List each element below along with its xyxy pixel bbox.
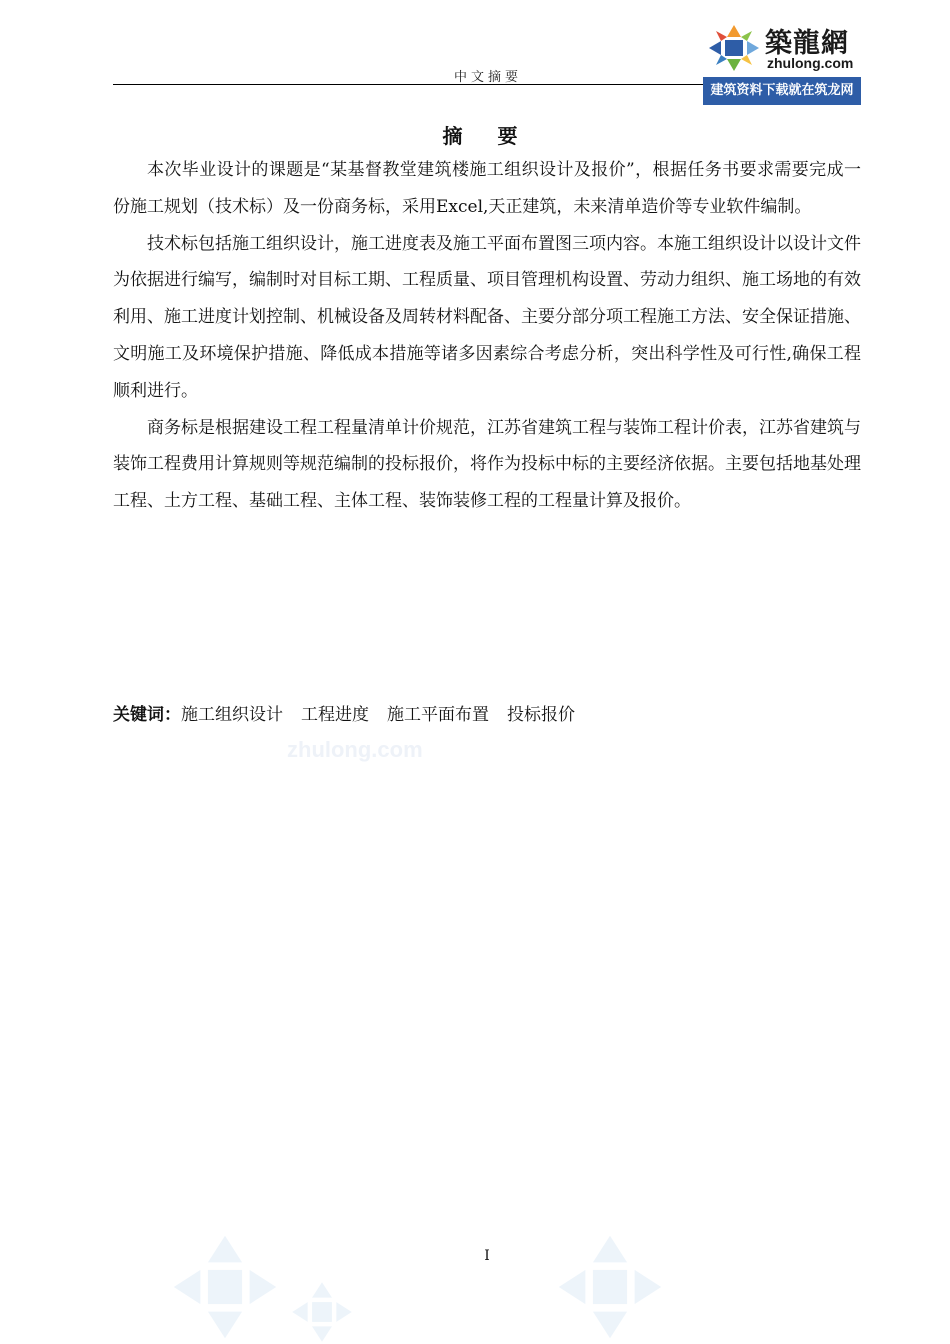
logo-name: 築龍網: [765, 28, 849, 59]
keywords-line: [113, 700, 593, 725]
abstract-body: [113, 152, 861, 520]
running-header: 中文摘要: [453, 70, 522, 85]
watermark-flower-icon: [170, 1232, 280, 1342]
logo-slogan: 建筑资料下载就在筑龙网: [703, 77, 861, 105]
page-number: I: [484, 1248, 490, 1264]
logo-top: [703, 19, 861, 77]
zhulong-logo[interactable]: [703, 19, 861, 105]
logo-domain: zhulong.com: [767, 55, 854, 71]
header-rule: [113, 84, 705, 85]
abstract-paragraph: 本次毕业设计的课题是“某基督教堂建筑楼施工组织设计及报价”，根据任务书要求需要完成一份施工规划（技术标）及一份商务标，采用Excel,天正建筑，未来清单造价等专业软件编制。: [113, 160, 861, 217]
keywords-label: 关键词：: [113, 705, 181, 725]
watermark-flower-icon: [555, 1232, 665, 1342]
keyword: 施工组织设计: [181, 705, 283, 725]
watermark-flower-icon: [290, 1280, 354, 1344]
watermark-text: zhulong.com: [287, 737, 423, 762]
abstract-paragraph: 商务标是根据建设工程工程量清单计价规范，江苏省建筑工程与装饰工程计价表，江苏省建筑与装饰工程费用计算规则等规范编制的投标报价，将作为投标中标的主要经济依据。主要包括地基处理工程、土方工程、基础工程、主体工程、装饰装修工程的工程量计算及报价。: [113, 417, 861, 512]
keyword: 投标报价: [507, 705, 575, 725]
keyword: 工程进度: [301, 705, 369, 725]
keyword: 施工平面布置: [387, 705, 489, 725]
flower-logo-icon: [705, 23, 763, 73]
page-title: 摘 要: [442, 124, 532, 148]
abstract-paragraph: 技术标包括施工组织设计，施工进度表及施工平面布置图三项内容。本施工组织设计以设计文件为依据进行编写，编制时对目标工期、工程质量、项目管理机构设置、劳动力组织、施工场地的有效利用、施工进度计划控制、机械设备及周转材料配备、主要分部分项工程施工方法、安全保证措施、文明施工及环境保护措施、降低成本措施等诸多因素综合考虑分析，突出科学性及可行性,确保工程顺利进行。: [113, 233, 861, 401]
